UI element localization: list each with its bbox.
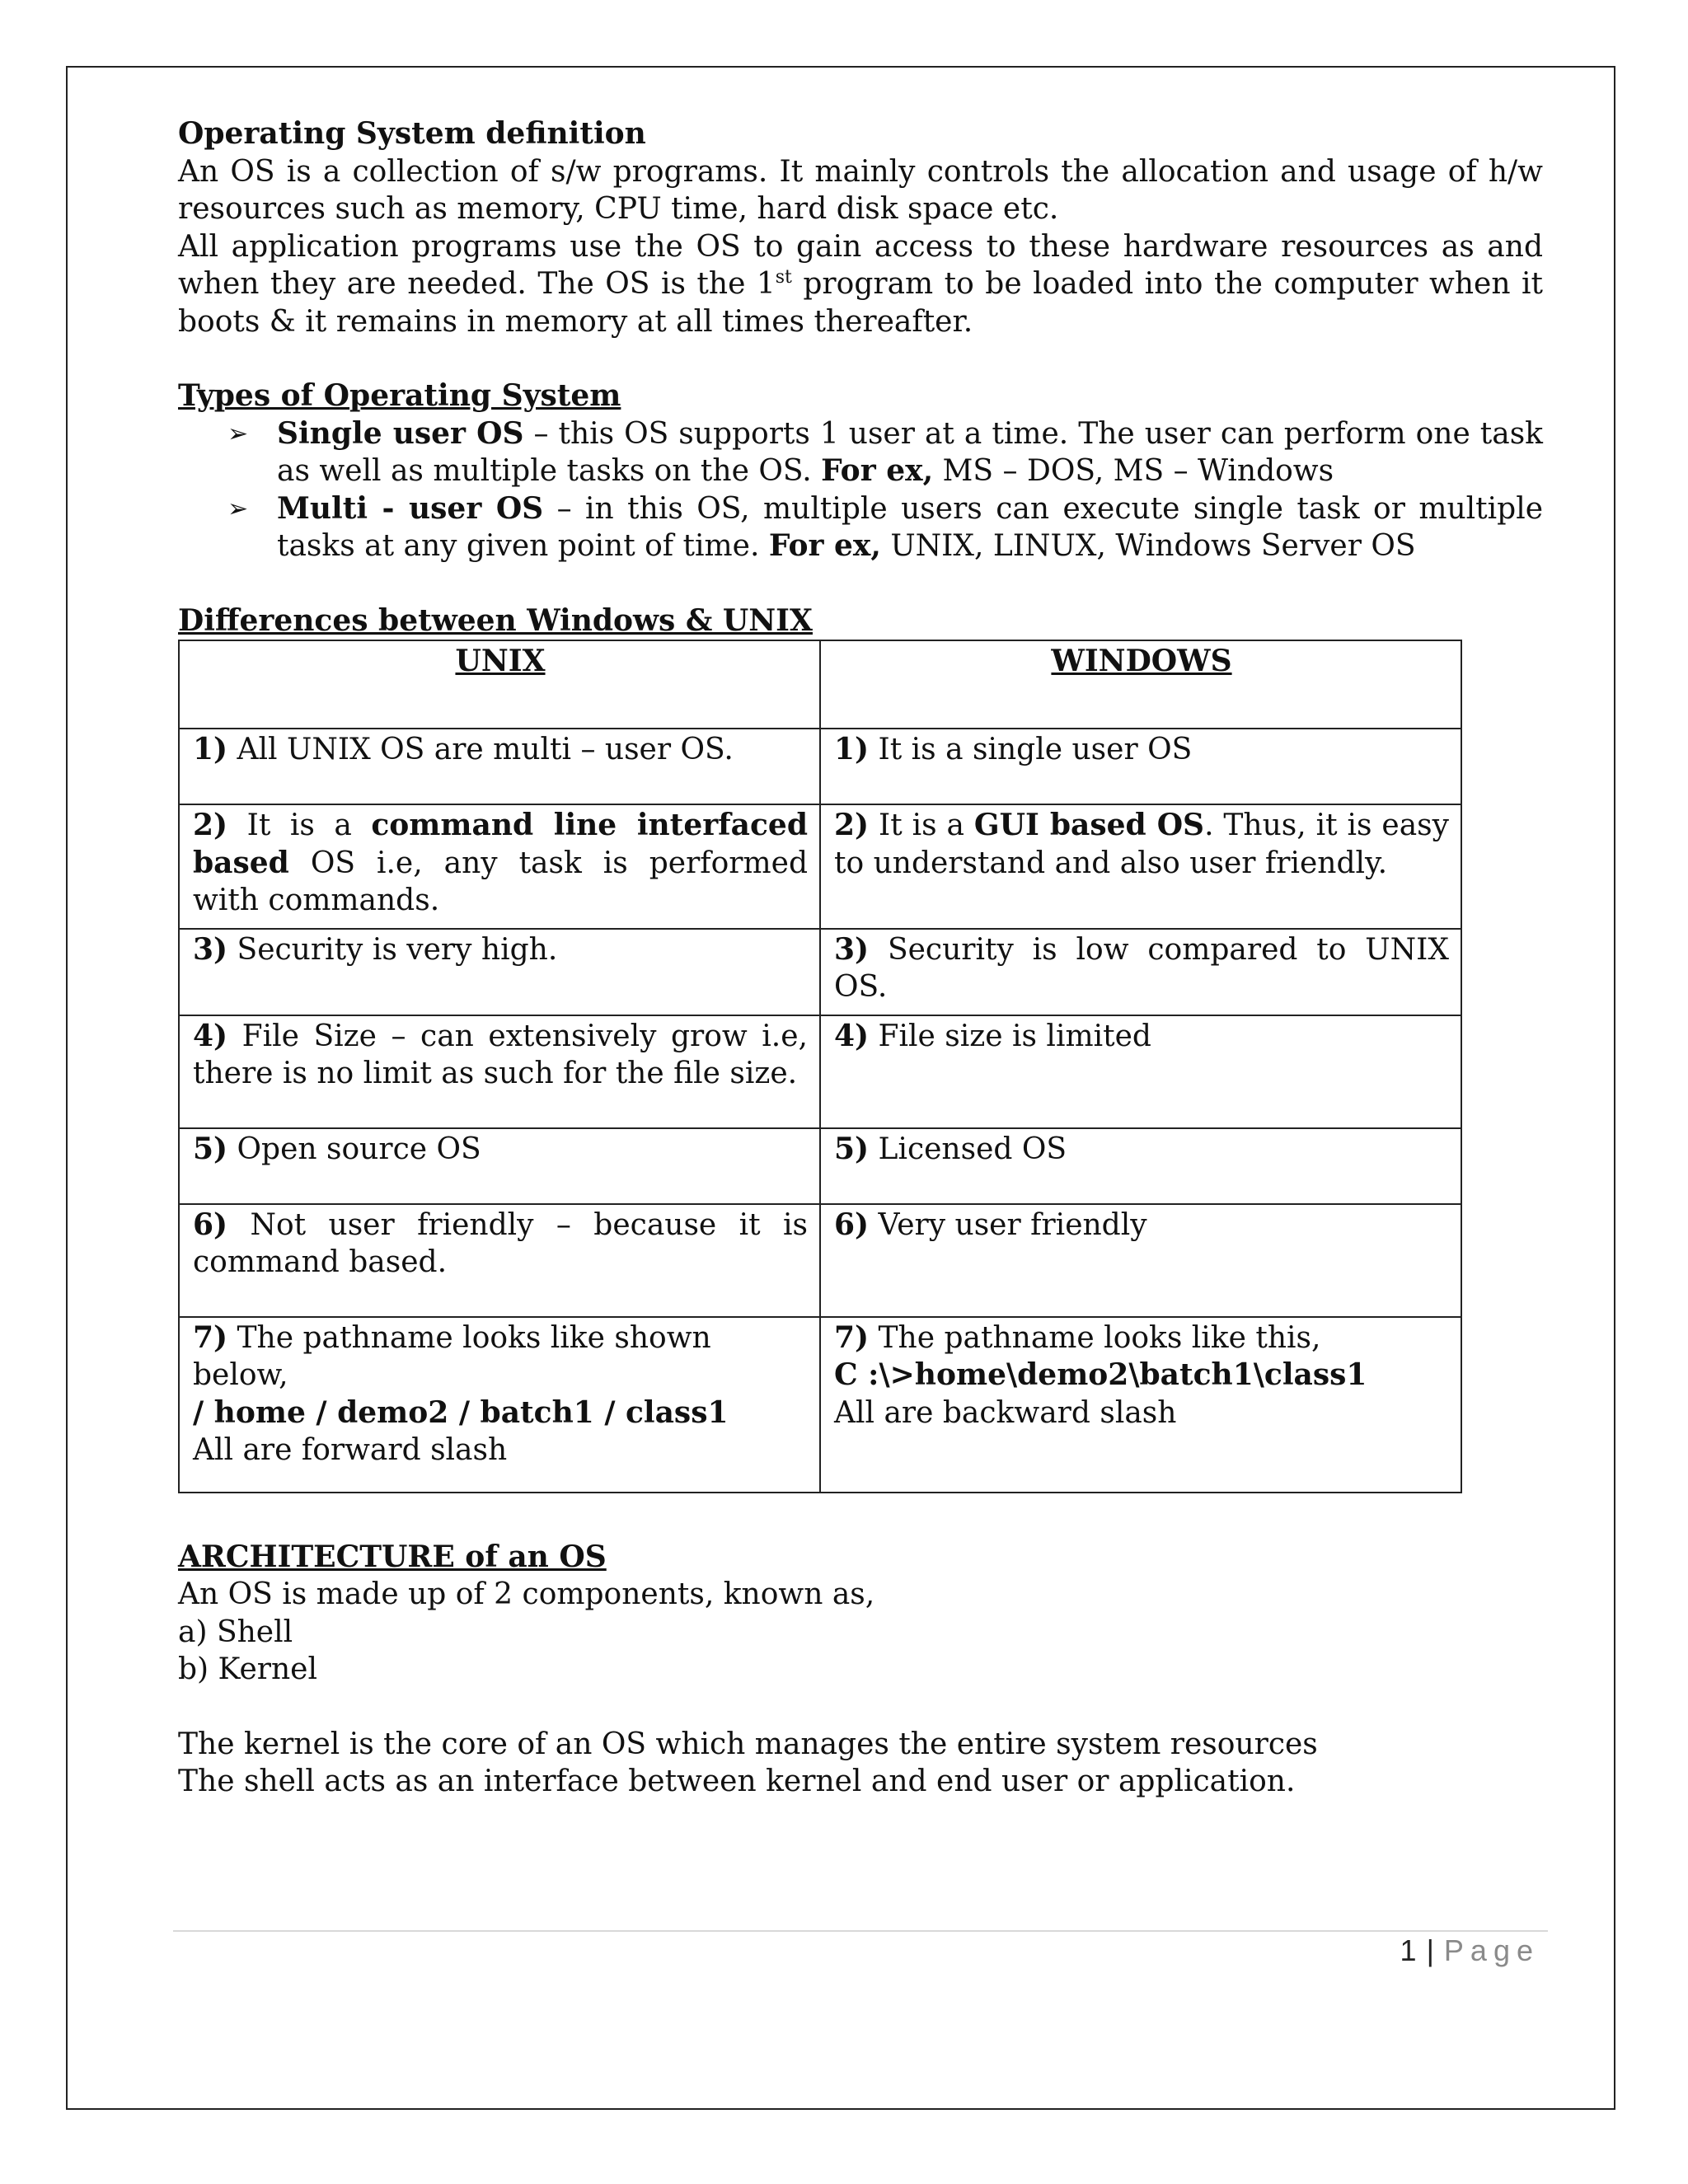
os-definition-paragraph-1: An OS is a collection of s/w programs. It mainly controls the allocation and usage of h/w resources such as memory, CPU time, hard disk space etc.: [178, 154, 1543, 226]
column-header-unix: UNIX: [179, 640, 820, 729]
unix-cell: 1) All UNIX OS are multi – user OS.: [179, 729, 820, 804]
windows-cell: 5) Licensed OS: [820, 1128, 1461, 1204]
architecture-item-kernel: b) Kernel: [178, 1652, 317, 1686]
windows-cell: 2) It is a GUI based OS. Thus, it is easy to understand and also user friendly.: [820, 804, 1461, 929]
page-number: 1: [1400, 1933, 1417, 1967]
windows-cell: 4) File size is limited: [820, 1015, 1461, 1128]
table-row: [179, 729, 1461, 804]
table-row: [179, 804, 1461, 929]
comparison-table: [178, 640, 1462, 1493]
kernel-description: The kernel is the core of an OS which manages the entire system resources: [178, 1727, 1318, 1761]
unix-cell: 6) Not user friendly – because it is command based.: [179, 1204, 820, 1317]
arrow-bullet-icon: ➢: [227, 494, 249, 523]
unix-pathname: / home / demo2 / batch1 / class1: [193, 1394, 729, 1430]
table-row: [179, 1317, 1461, 1493]
document-body: [178, 115, 1543, 1801]
windows-cell: 7) The pathname looks like this, C :\>home\demo2\batch1\class1 All are backward slash: [820, 1317, 1461, 1493]
os-types-list: [178, 415, 1543, 565]
page-label: Page: [1443, 1933, 1540, 1967]
unix-cell: 4) File Size – can extensively grow i.e, there is no limit as such for the file size.: [179, 1015, 820, 1128]
table-header-row: [179, 640, 1461, 729]
windows-cell: 1) It is a single user OS: [820, 729, 1461, 804]
table-row: [179, 1204, 1461, 1317]
windows-cell: 3) Security is low compared to UNIX OS.: [820, 929, 1461, 1015]
architecture-intro: An OS is made up of 2 components, known as,: [178, 1577, 875, 1611]
column-header-windows: WINDOWS: [820, 640, 1461, 729]
arrow-bullet-icon: ➢: [227, 419, 249, 448]
unix-cell: 7) The pathname looks like shown below, / home / demo2 / batch1 / class1 All are forward slash: [179, 1317, 820, 1493]
list-item-single-user: ➢ Single user OS – this OS supports 1 user at a time. The user can perform one task as well as multiple tasks on the OS. For ex, MS – DOS, MS – Windows: [227, 415, 1543, 488]
os-types-heading: Types of Operating System: [178, 378, 621, 413]
footer-separator: |: [1426, 1933, 1434, 1967]
table-row: [179, 1128, 1461, 1204]
unix-cell: 2) It is a command line interfaced based OS i.e, any task is performed with commands.: [179, 804, 820, 929]
windows-cell: 6) Very user friendly: [820, 1204, 1461, 1317]
shell-description: The shell acts as an interface between kernel and end user or application.: [178, 1765, 1296, 1798]
table-row: [179, 929, 1461, 1015]
table-row: [179, 1015, 1461, 1128]
unix-cell: 3) Security is very high.: [179, 929, 820, 1015]
footer-divider: [173, 1930, 1548, 1932]
page-footer: [1400, 1933, 1540, 1968]
os-definition-heading: Operating System definition: [178, 116, 646, 151]
architecture-item-shell: a) Shell: [178, 1615, 293, 1649]
architecture-heading: ARCHITECTURE of an OS: [178, 1539, 607, 1574]
os-definition-paragraph-2: All application programs use the OS to gain access to these hardware resources as and when they are needed. The OS is the 1st program to be loaded into the computer when it boots & it remains in memory at all times thereafter.: [178, 229, 1543, 339]
unix-cell: 5) Open source OS: [179, 1128, 820, 1204]
windows-pathname: C :\>home\demo2\batch1\class1: [834, 1357, 1367, 1392]
list-item-multi-user: ➢ Multi - user OS – in this OS, multiple users can execute single task or multiple tasks at any given point of time. For ex, UNIX, LINUX, Windows Server OS: [227, 490, 1544, 563]
differences-heading: Differences between Windows & UNIX: [178, 602, 813, 638]
